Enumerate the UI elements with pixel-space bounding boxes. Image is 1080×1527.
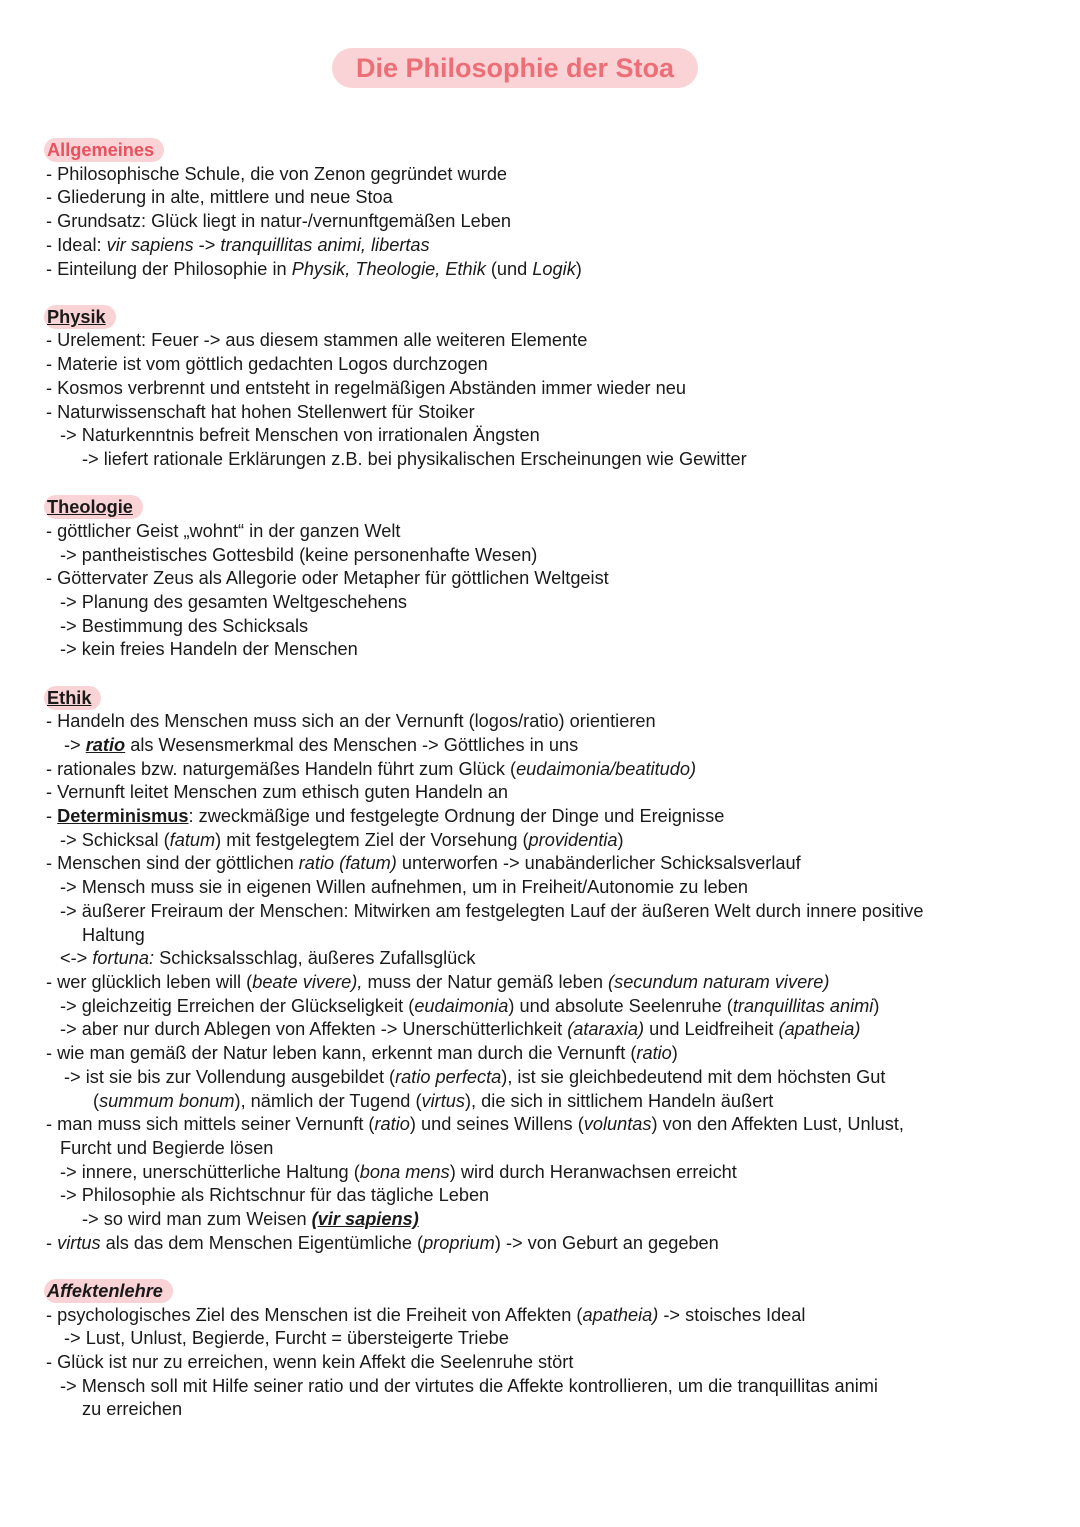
- text-run: providentia: [528, 829, 618, 850]
- text-run: -: [46, 1232, 58, 1253]
- text-run: - Menschen sind der göttlichen: [46, 853, 299, 874]
- text-run: -> Naturkenntnis befreit Menschen von irrationalen Ängsten: [60, 425, 540, 446]
- text-line: [46, 971, 1046, 995]
- text-line: [46, 638, 1046, 662]
- text-line: [46, 377, 1046, 401]
- text-run: als das dem Menschen Eigentümliche (: [100, 1232, 424, 1253]
- text-run: ->: [193, 234, 221, 255]
- text-run: -> Philosophie als Richtschnur für das tägliche Leben: [60, 1185, 490, 1206]
- text-run: eudaimonia/beatitudo): [516, 758, 697, 779]
- text-line: [46, 1351, 1046, 1375]
- text-line: [46, 1398, 1046, 1422]
- text-line: [46, 758, 1046, 782]
- text-run: und Leidfreiheit: [644, 1019, 779, 1040]
- text-run: Determinismus: [57, 806, 189, 827]
- text-line: [46, 829, 1046, 853]
- text-line: [46, 1327, 1046, 1351]
- text-run: (und: [485, 258, 533, 279]
- text-line: [46, 1090, 1046, 1114]
- text-run: -> Lust, Unlust, Begierde, Furcht = übersteigerte Triebe: [64, 1328, 509, 1349]
- text-run: - psychologisches Ziel des Menschen ist die Freiheit von Affekten (: [46, 1304, 583, 1325]
- text-line: [46, 1137, 1046, 1161]
- text-run: voluntas: [583, 1114, 652, 1135]
- text-run: ): [873, 995, 880, 1016]
- text-run: proprium: [423, 1232, 495, 1253]
- section-ethik: [46, 686, 1046, 1256]
- text-run: -> innere, unerschütterliche Haltung (: [60, 1161, 360, 1182]
- section-heading-theologie: Theologie: [44, 495, 143, 519]
- text-line: [46, 1304, 1046, 1328]
- text-run: - Glück ist nur zu erreichen, wenn kein Affekt die Seelenruhe stört: [46, 1352, 574, 1373]
- text-run: ratio: [636, 1043, 672, 1064]
- text-line: [46, 1232, 1046, 1256]
- section-lines: [46, 710, 1046, 1255]
- text-run: ->: [64, 734, 86, 755]
- text-run: unterworfen -> unabänderlicher Schicksalsverlauf: [396, 853, 801, 874]
- text-run: (apatheia): [778, 1019, 861, 1040]
- text-run: -> liefert rationale Erklärungen z.B. bei physikalischen Erscheinungen wie Gewitter: [82, 448, 747, 469]
- text-run: (: [93, 1090, 100, 1111]
- text-line: [46, 924, 1046, 948]
- text-line: [46, 1113, 1046, 1137]
- text-run: ratio perfecta: [395, 1066, 502, 1087]
- text-run: ) -> von Geburt an gegeben: [494, 1232, 719, 1253]
- text-line: [46, 1208, 1046, 1232]
- text-line: [46, 520, 1046, 544]
- text-line: [46, 163, 1046, 187]
- text-run: - Gliederung in alte, mittlere und neue Stoa: [46, 187, 393, 208]
- section-heading-physik: Physik: [44, 305, 116, 329]
- text-run: - rationales bzw. naturgemäßes Handeln führt zum Glück (: [46, 758, 517, 779]
- text-run: -> pantheistisches Gottesbild (keine personenhafte Wesen): [60, 544, 538, 565]
- text-run: ): [617, 829, 624, 850]
- text-run: ), ist sie gleichbedeutend mit dem höchsten Gut: [501, 1066, 886, 1087]
- text-line: [46, 852, 1046, 876]
- text-line: [46, 258, 1046, 282]
- text-run: als Wesensmerkmal des Menschen -> Göttliches in uns: [125, 734, 579, 755]
- text-run: ratio: [85, 734, 126, 755]
- text-run: - Handeln des Menschen muss sich an der Vernunft (logos/ratio) orientieren: [46, 711, 656, 732]
- text-line: [46, 591, 1046, 615]
- text-run: - man muss sich mittels seiner Vernunft (: [46, 1114, 375, 1135]
- text-line: [46, 615, 1046, 639]
- text-line: [46, 1066, 1046, 1090]
- text-run: summum bonum: [99, 1090, 235, 1111]
- page-title: Die Philosophie der Stoa: [332, 48, 698, 88]
- text-run: - göttlicher Geist „wohnt“ in der ganzen Welt: [46, 520, 401, 541]
- text-run: (vir sapiens): [311, 1209, 419, 1230]
- text-run: - Philosophische Schule, die von Zenon gegründet wurde: [46, 163, 508, 184]
- title-area: [0, 48, 1080, 88]
- section-heading-ethik: Ethik: [44, 686, 101, 710]
- text-run: ): [575, 258, 582, 279]
- text-line: [46, 734, 1046, 758]
- text-run: : zweckmäßige und festgelegte Ordnung der Dinge und Ereignisse: [188, 806, 725, 827]
- section-lines: [46, 520, 1046, 662]
- text-run: (secundum naturam vivere): [608, 972, 830, 992]
- section-lines: [46, 329, 1046, 471]
- text-run: - Einteilung der Philosophie in: [46, 258, 292, 279]
- text-line: [46, 567, 1046, 591]
- text-line: [46, 544, 1046, 568]
- text-line: [46, 900, 1046, 924]
- text-run: -> ist sie bis zur Vollendung ausgebildet (: [64, 1066, 396, 1087]
- text-run: ), nämlich der Tugend (: [234, 1090, 422, 1111]
- text-run: vir sapiens: [106, 234, 194, 255]
- text-run: ) von den Affekten Lust, Unlust,: [651, 1114, 904, 1135]
- text-run: tranquillitas animi, libertas: [220, 234, 430, 255]
- text-run: Schicksalsschlag, äußeres Zufallsglück: [154, 948, 476, 969]
- text-run: - Materie ist vom göttlich gedachten Logos durchzogen: [46, 354, 488, 375]
- text-line: [46, 401, 1046, 425]
- text-line: [46, 424, 1046, 448]
- text-run: ) und seines Willens (: [409, 1114, 584, 1135]
- text-line: [46, 1161, 1046, 1185]
- text-line: [46, 805, 1046, 829]
- text-run: virtus: [57, 1232, 101, 1253]
- text-line: [46, 1184, 1046, 1208]
- text-run: -> Planung des gesamten Weltgeschehens: [60, 591, 407, 612]
- text-line: [46, 710, 1046, 734]
- text-run: bona mens: [359, 1161, 450, 1182]
- section-heading-allgemeines: Allgemeines: [44, 138, 164, 162]
- text-run: virtus: [421, 1090, 465, 1111]
- section-theologie: [46, 495, 1046, 662]
- section-lines: [46, 163, 1046, 282]
- text-run: - wer glücklich leben will (: [46, 972, 253, 992]
- text-run: -> stoisches Ideal: [658, 1304, 806, 1325]
- text-run: -> so wird man zum Weisen: [82, 1209, 312, 1230]
- section-allgemeines: [46, 138, 1046, 281]
- text-run: ): [671, 1043, 678, 1064]
- text-run: -> Mensch soll mit Hilfe seiner ratio und der virtutes die Affekte kontrollieren, um die tranquillitas animi: [60, 1375, 878, 1396]
- text-run: muss der Natur gemäß leben: [362, 972, 609, 992]
- text-line: [46, 234, 1046, 258]
- text-run: -> aber nur durch Ablegen von Affekten -> Unerschütterlichkeit: [60, 1019, 568, 1040]
- text-run: ) und absolute Seelenruhe (: [508, 995, 733, 1016]
- section-lines: [46, 1304, 1046, 1423]
- text-run: zu erreichen: [82, 1399, 183, 1420]
- text-run: -> äußerer Freiraum der Menschen: Mitwirken am festgelegten Lauf der äußeren Welt durch innere positive: [60, 900, 924, 921]
- text-run: - Grundsatz: Glück liegt in natur-/vernunftgemäßen Leben: [46, 211, 512, 232]
- text-line: [46, 876, 1046, 900]
- text-run: -> Bestimmung des Schicksals: [60, 615, 309, 636]
- text-run: -> Schicksal (: [60, 829, 170, 850]
- text-line: [46, 329, 1046, 353]
- text-run: tranquillitas animi: [732, 995, 874, 1016]
- text-run: fatum: [169, 829, 216, 850]
- text-run: Haltung: [82, 924, 145, 945]
- text-run: ratio: [374, 1114, 410, 1135]
- text-run: - wie man gemäß der Natur leben kann, erkennt man durch die Vernunft (: [46, 1043, 637, 1064]
- text-run: ratio (fatum): [298, 853, 397, 874]
- text-run: ) wird durch Heranwachsen erreicht: [449, 1161, 737, 1182]
- text-run: ), die sich in sittlichem Handeln äußert: [465, 1090, 774, 1111]
- text-run: (ataraxia): [567, 1019, 645, 1040]
- text-run: eudaimonia: [414, 995, 509, 1016]
- text-run: - Ideal:: [46, 234, 107, 255]
- text-run: - Naturwissenschaft hat hohen Stellenwert für Stoiker: [46, 401, 475, 422]
- text-line: [46, 947, 1046, 971]
- text-run: Physik, Theologie, Ethik: [291, 258, 486, 279]
- text-run: <->: [60, 948, 93, 969]
- text-run: Logik: [532, 258, 576, 279]
- section-physik: [46, 305, 1046, 472]
- text-line: [46, 210, 1046, 234]
- text-run: apatheia): [582, 1304, 659, 1325]
- text-run: -> Mensch muss sie in eigenen Willen aufnehmen, um in Freiheit/Autonomie zu leben: [60, 877, 748, 898]
- text-line: [46, 448, 1046, 472]
- text-run: -: [46, 806, 58, 827]
- text-run: - Göttervater Zeus als Allegorie oder Metapher für göttlichen Weltgeist: [46, 568, 609, 589]
- document-body: [46, 138, 1046, 1446]
- text-run: Furcht und Begierde lösen: [60, 1137, 274, 1158]
- text-line: [46, 995, 1046, 1019]
- text-run: - Urelement: Feuer -> aus diesem stammen alle weiteren Elemente: [46, 330, 588, 351]
- text-run: -> kein freies Handeln der Menschen: [60, 639, 358, 660]
- text-line: [46, 186, 1046, 210]
- section-heading-affektenlehre: Affektenlehre: [44, 1279, 173, 1303]
- text-run: beate vivere),: [252, 972, 363, 992]
- text-run: - Kosmos verbrennt und entsteht in regelmäßigen Abständen immer wieder neu: [46, 377, 686, 398]
- text-run: fortuna:: [92, 948, 155, 969]
- text-run: - Vernunft leitet Menschen zum ethisch guten Handeln an: [46, 782, 509, 803]
- section-affektenlehre: [46, 1279, 1046, 1422]
- text-line: [46, 353, 1046, 377]
- text-line: [46, 781, 1046, 805]
- text-line: [46, 1042, 1046, 1066]
- text-line: [46, 1018, 1046, 1042]
- text-line: [46, 1375, 1046, 1399]
- text-run: -> gleichzeitig Erreichen der Glückseligkeit (: [60, 995, 415, 1016]
- text-run: ) mit festgelegtem Ziel der Vorsehung (: [215, 829, 529, 850]
